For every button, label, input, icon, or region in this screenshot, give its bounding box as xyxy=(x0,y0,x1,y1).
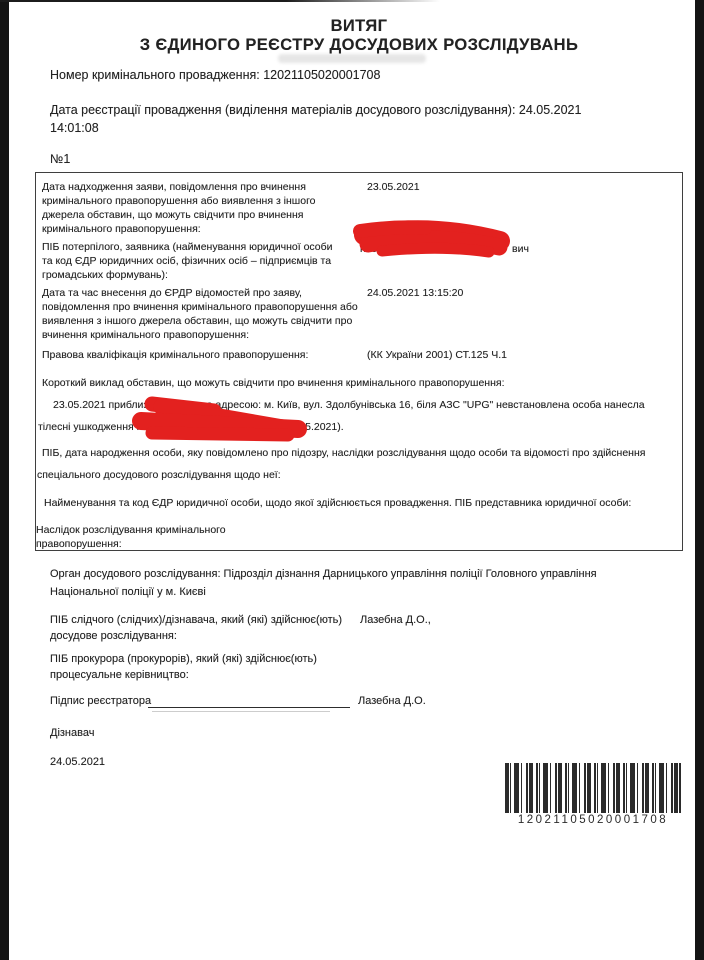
row3-label-line: вчинення кримінального правопорушення: xyxy=(42,329,249,341)
registrar-name: Лазебна Д.О. xyxy=(358,695,426,707)
barcode-number: 12021105020001708 xyxy=(517,814,669,826)
row1-label-line: джерела обставин, що можуть свідчити про вчинення xyxy=(42,209,304,221)
row1-label-line: кримінального правопорушення або виявлення з іншого xyxy=(42,195,316,207)
row3-label-line: виявлення з іншого джерела обставин, що можуть свідчити про xyxy=(42,315,353,327)
row2-label-line: громадських формувань): xyxy=(42,269,168,281)
row2-value-fragment-left: нченко В xyxy=(360,243,404,255)
row1-label-line: кримінального правопорушення: xyxy=(42,223,201,235)
investigator-label-line: ПІБ слідчого (слідчих)/дізнавача, який (які) здійснює(ють) xyxy=(50,614,343,626)
row2-label-line: ПІБ потерпілого, заявника (найменування юридичної особи xyxy=(42,241,333,253)
row3-value: 24.05.2021 13:15:20 xyxy=(367,287,464,299)
suspect-heading-line: ПІБ, дата народження особи, яку повідомлено про підозру, наслідки розслідування щодо особи та відомості про здійснення xyxy=(42,447,646,459)
result-label-line: Наслідок розслідування кримінального xyxy=(36,524,226,536)
registrar-role: Дізнавач xyxy=(50,727,95,739)
summary-line2-start: тілесні ушкодження п xyxy=(38,421,143,433)
row3-label-line: повідомлення про вчинення кримінального правопорушення або xyxy=(42,301,358,313)
summary-line2-end: 863 від 23.05.2021). xyxy=(247,421,344,433)
authority-line: Національної поліції у м. Києві xyxy=(50,586,206,598)
registration-date-line1: Дата реєстрації провадження (виділення матеріалів досудового розслідування): 24.05.2021 xyxy=(50,103,582,117)
extract-date: 24.05.2021 xyxy=(50,756,106,768)
photo-edge-right xyxy=(695,0,704,960)
document-title-line2: З ЄДИНОГО РЕЄСТРУ ДОСУДОВИХ РОЗСЛІДУВАНЬ xyxy=(139,36,579,54)
summary-line1-start: 23.05.2021 приблизно xyxy=(53,399,160,411)
signature-label: Підпис реєстратора xyxy=(50,695,152,707)
investigator-label-line: досудове розслідування: xyxy=(50,630,177,642)
prosecutor-label-line: процесуальне керівництво: xyxy=(50,669,189,681)
row1-label-line: Дата надходження заяви, повідомлення про вчинення xyxy=(42,181,306,193)
summary-line2 xyxy=(38,421,344,433)
row3-label-line: Дата та час внесення до ЄРДР відомостей про заяву, xyxy=(42,287,302,299)
investigator-name: Лазебна Д.О., xyxy=(360,614,431,626)
photo-edge-top xyxy=(0,0,440,2)
document-title-line1: ВИТЯГ xyxy=(330,17,388,35)
registration-date-line2: 14:01:08 xyxy=(50,121,99,135)
prosecutor-label-line: ПІБ прокурора (прокурорів), який (які) здійснює(ють) xyxy=(50,653,317,665)
authority-line: Орган досудового розслідування: Підрозділ дізнання Дарницького управління поліції Головного управління xyxy=(50,568,597,580)
record-number: №1 xyxy=(50,152,71,166)
photo-edge-left xyxy=(0,0,9,960)
barcode xyxy=(505,763,681,813)
summary-line1-end: кв. за адресою: м. Київ, вул. Здолбунівська 16, біля АЗС "UPG" невстановлена особа нанесла xyxy=(185,399,645,411)
legal-entity-heading: Найменування та код ЄДР юридичної особи, щодо якої здійснюється провадження. ПІБ представника юридичної особи: xyxy=(44,497,632,509)
row4-value: (КК України 2001) СТ.125 Ч.1 xyxy=(367,349,507,361)
row1-value: 23.05.2021 xyxy=(367,181,420,193)
result-label-line: правопорушення: xyxy=(36,538,122,550)
row4-label: Правова кваліфікація кримінального правопорушення: xyxy=(42,349,309,361)
row2-value-fragment-right: вич xyxy=(512,243,529,255)
row2-label-line: та код ЄДР юридичних осіб, фізичних осіб – підприємців та xyxy=(42,255,332,267)
signature-blank-line xyxy=(148,694,350,708)
summary-line1 xyxy=(53,399,645,411)
case-number-line: Номер кримінального провадження: 12021105020001708 xyxy=(50,68,381,82)
summary-heading: Короткий виклад обставин, що можуть свідчити про вчинення кримінального правопорушення: xyxy=(42,377,505,389)
suspect-heading-line: спеціального досудового розслідування щодо неї: xyxy=(37,469,281,481)
signature-line-shadow xyxy=(152,711,330,712)
scan-smudge-artifact xyxy=(278,54,426,63)
